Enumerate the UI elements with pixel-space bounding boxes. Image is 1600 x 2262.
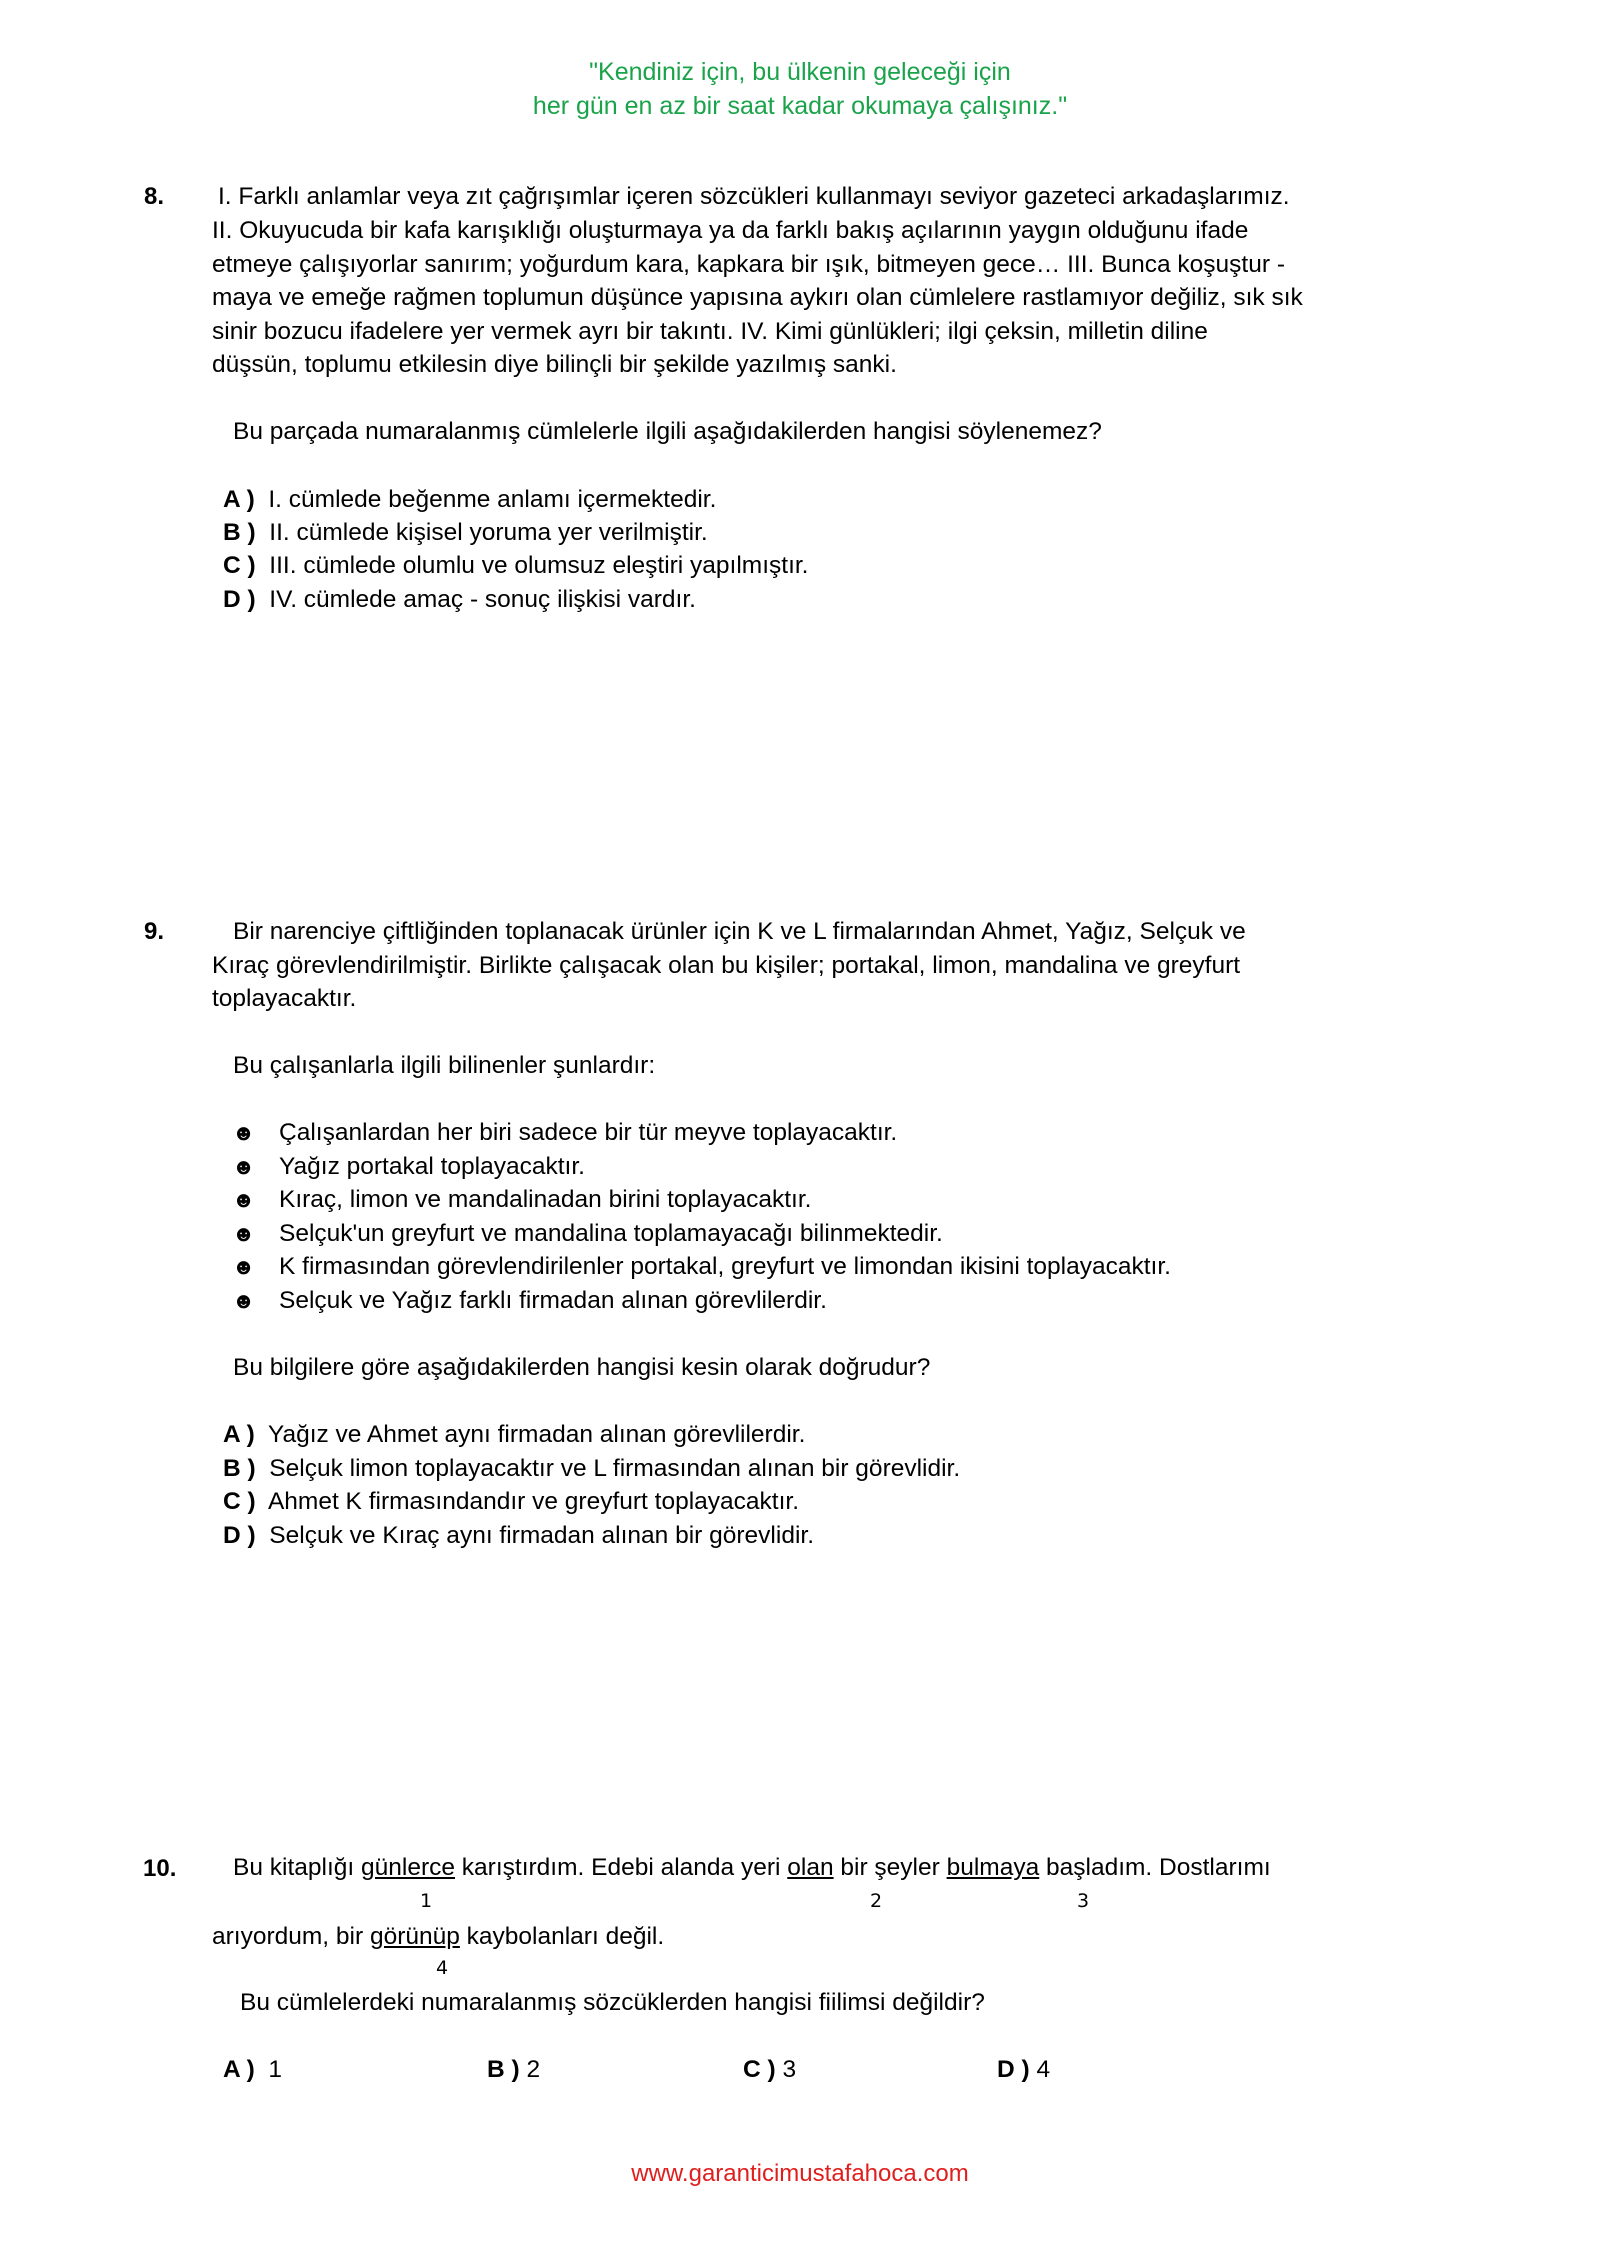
option-letter: C ) <box>223 552 256 579</box>
motto-line-1: "Kendiniz için, bu ülkenin geleceği için <box>589 58 1011 86</box>
option-letter: C ) <box>743 2056 776 2083</box>
option-letter: C ) <box>223 1488 256 1515</box>
fact-item <box>232 1250 1171 1284</box>
fact-text: Selçuk ve Yağız farklı firmadan alınan görevlilerdir. <box>279 1287 827 1314</box>
fact-item <box>232 1116 898 1150</box>
option-letter: D ) <box>223 1522 256 1549</box>
passage-line: toplayacaktır. <box>212 985 357 1012</box>
sentence-text: bir şeyler <box>833 1854 947 1881</box>
numbered-word-3: bulmaya <box>946 1854 1040 1881</box>
fact-item <box>232 1217 943 1251</box>
sentence-text: karıştırdım. Edebi alanda yeri <box>455 1854 788 1881</box>
option-a[interactable] <box>223 483 716 517</box>
word-label-1: 1 <box>420 1890 433 1912</box>
passage-line: Kıraç görevlendirilmiştir. Birlikte çalışacak olan bu kişiler; portakal, limon, mandalina ve greyfurt <box>212 952 1241 979</box>
fact-item <box>232 1183 812 1217</box>
fact-text: K firmasından görevlendirilenler portakal, greyfurt ve limondan ikisini toplayacaktır. <box>279 1253 1171 1280</box>
option-b[interactable] <box>223 1452 960 1486</box>
smiley-bullet-icon: ☻ <box>232 1154 256 1179</box>
passage-line: etmeye çalışıyorlar sanırım; yoğurdum kara, kapkara bir ışık, bitmeyen gece… III. Bunca koşuştur - <box>212 251 1285 278</box>
question-stem: Bu bilgilere göre aşağıdakilerden hangisi kesin olarak doğrudur? <box>233 1354 931 1381</box>
passage-line: Bir narenciye çiftliğinden toplanacak ürünler için K ve L firmalarından Ahmet, Yağız, Selçuk ve <box>233 918 1246 945</box>
sentence-text: başladım. Dostlarımı <box>1039 1854 1271 1881</box>
question-number: 8. <box>144 183 165 210</box>
sentence-text: Bu kitaplığı <box>233 1854 362 1881</box>
option-text: IV. cümlede amaç - sonuç ilişkisi vardır. <box>269 586 696 613</box>
question-number: 10. <box>143 1855 177 1882</box>
option-letter: D ) <box>997 2056 1030 2083</box>
option-letter: A ) <box>223 2056 255 2083</box>
fact-text: Yağız portakal toplayacaktır. <box>279 1153 585 1180</box>
word-label-3: 3 <box>1077 1890 1090 1912</box>
fact-text: Selçuk'un greyfurt ve mandalina toplamayacağı bilinmektedir. <box>279 1220 943 1247</box>
smiley-bullet-icon: ☻ <box>232 1288 256 1313</box>
motto-line-2: her gün en az bir saat kadar okumaya çalışınız." <box>532 92 1068 120</box>
passage-line: II. Okuyucuda bir kafa karışıklığı oluşturmaya ya da farklı bakış açılarının yaygın olduğunu ifade <box>212 217 1249 244</box>
fact-item <box>232 1150 585 1184</box>
numbered-word-4: görünüp <box>369 1923 460 1950</box>
footer-url-link[interactable]: www.garanticimustafahoca.com <box>631 2160 969 2187</box>
option-text: 1 <box>268 2056 283 2083</box>
facts-intro: Bu çalışanlarla ilgili bilinenler şunlardır: <box>233 1052 656 1079</box>
option-a[interactable] <box>223 1418 805 1452</box>
option-c[interactable] <box>743 2053 796 2087</box>
option-d[interactable] <box>223 1519 814 1553</box>
numbered-word-2: olan <box>787 1854 834 1881</box>
fact-text: Kıraç, limon ve mandalinadan birini toplayacaktır. <box>279 1186 812 1213</box>
passage-line: sinir bozucu ifadelere yer vermek ayrı bir takıntı. IV. Kimi günlükleri; ilgi çeksin, milletin diline <box>212 318 1208 345</box>
option-text: Yağız ve Ahmet aynı firmadan alınan görevlilerdir. <box>267 1421 806 1448</box>
fact-item <box>232 1284 827 1318</box>
passage-line: düşsün, toplumu etkilesin diye bilinçli bir şekilde yazılmış sanki. <box>212 351 897 378</box>
smiley-bullet-icon: ☻ <box>232 1221 256 1246</box>
option-text: Selçuk ve Kıraç aynı firmadan alınan bir görevlidir. <box>269 1522 815 1549</box>
option-text: Ahmet K firmasındandır ve greyfurt toplayacaktır. <box>267 1488 800 1515</box>
option-letter: B ) <box>223 519 256 546</box>
option-text: 4 <box>1036 2056 1051 2083</box>
option-text: 2 <box>526 2056 541 2083</box>
word-label-4: 4 <box>436 1957 449 1979</box>
question-stem: Bu parçada numaralanmış cümlelerle ilgili aşağıdakilerden hangisi söylenemez? <box>233 418 1102 445</box>
option-text: Selçuk limon toplayacaktır ve L firmasından alınan bir görevlidir. <box>269 1455 961 1482</box>
option-d[interactable] <box>223 583 696 617</box>
option-c[interactable] <box>223 549 809 583</box>
fact-text: Çalışanlardan her biri sadece bir tür meyve toplayacaktır. <box>279 1119 898 1146</box>
option-text: II. cümlede kişisel yoruma yer verilmiştir. <box>269 519 708 546</box>
option-d[interactable] <box>997 2053 1050 2087</box>
word-label-2: 2 <box>870 1890 883 1912</box>
option-letter: A ) <box>223 486 255 513</box>
option-text: III. cümlede olumlu ve olumsuz eleştiri yapılmıştır. <box>269 552 809 579</box>
smiley-bullet-icon: ☻ <box>232 1254 256 1279</box>
option-text: 3 <box>782 2056 797 2083</box>
option-b[interactable] <box>223 516 708 550</box>
option-b[interactable] <box>487 2053 540 2087</box>
question-number: 9. <box>144 918 165 945</box>
option-letter: B ) <box>223 1455 256 1482</box>
passage-line: I. Farklı anlamlar veya zıt çağrışımlar içeren sözcükleri kullanmayı seviyor gazeteci arkadaşlarımız. <box>218 183 1290 210</box>
option-letter: A ) <box>223 1421 255 1448</box>
sentence-line-2 <box>212 1920 664 1954</box>
option-letter: D ) <box>223 586 256 613</box>
question-stem: Bu cümlelerdeki numaralanmış sözcüklerden hangisi fiilimsi değildir? <box>240 1989 985 2016</box>
numbered-word-1: günlerce <box>361 1854 455 1881</box>
option-c[interactable] <box>223 1485 799 1519</box>
option-a[interactable] <box>223 2053 282 2087</box>
sentence-text: arıyordum, bir <box>212 1923 370 1950</box>
sentence-line-1 <box>233 1851 1271 1885</box>
smiley-bullet-icon: ☻ <box>232 1187 256 1212</box>
smiley-bullet-icon: ☻ <box>232 1120 256 1145</box>
passage-line: maya ve emeğe rağmen toplumun düşünce yapısına aykırı olan cümlelere rastlamıyor değiliz, sık sık <box>212 284 1303 311</box>
option-letter: B ) <box>487 2056 520 2083</box>
option-text: I. cümlede beğenme anlamı içermektedir. <box>268 486 717 513</box>
sentence-text: kaybolanları değil. <box>459 1923 665 1950</box>
